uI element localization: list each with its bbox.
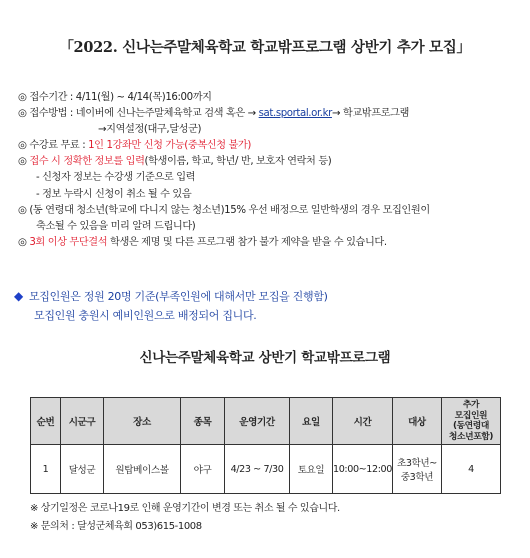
header-time: 시간 bbox=[333, 398, 393, 445]
absence-suffix: 학생은 제명 및 다른 프로그램 참가 불가 제약을 받을 수 있습니다. bbox=[107, 236, 387, 248]
header-place: 장소 bbox=[104, 398, 181, 445]
accurate-warning: 접수 시 정확한 정보를 입력 bbox=[29, 156, 145, 168]
header-period: 운영기간 bbox=[225, 398, 290, 445]
table-row bbox=[31, 445, 501, 494]
recruit-info bbox=[14, 287, 328, 325]
sportal-link[interactable]: sat.sportal.or.kr bbox=[258, 108, 332, 120]
absence-prefix: ◎ bbox=[18, 236, 30, 248]
header-no: 순번 bbox=[31, 398, 61, 445]
accurate-info-note bbox=[18, 154, 518, 170]
footer-note-1: ※ 상기일정은 코로나19로 인해 운영기간이 변경 또는 취소 될 수 있습니다. bbox=[30, 503, 340, 514]
period-note: ◎ 접수기간 : 4/11(월) ~ 4/14(목)16:00까지 bbox=[18, 92, 212, 103]
header-extra-3: (동연령대 bbox=[452, 421, 489, 431]
notice-list bbox=[18, 90, 518, 251]
accurate-suffix: (학생이름, 학교, 학년/ 반, 보호자 연락처 등) bbox=[144, 156, 332, 168]
accurate-sub-note-1: - 신청자 정보는 수강생 기준으로 입력 bbox=[36, 172, 196, 184]
absence-note bbox=[18, 235, 518, 251]
header-extra-4: 청소년포함) bbox=[448, 431, 494, 442]
method-note-line2: →지역설정(대구,달성군) bbox=[98, 124, 202, 136]
cell-time: 10:00~12:00 bbox=[333, 445, 393, 494]
header-extra-2: 모집인원 bbox=[454, 410, 488, 421]
cell-period: 4/23 ~ 7/30 bbox=[225, 445, 290, 494]
header-extra-recruit bbox=[441, 398, 500, 445]
accurate-prefix: ◎ bbox=[18, 156, 30, 168]
cell-target-line-1: 초3학년~ bbox=[396, 458, 437, 469]
youth-priority-note-line2: 축소될 수 있음을 미리 알려 드립니다) bbox=[36, 220, 196, 232]
absence-warning: 3회 이상 무단결석 bbox=[29, 236, 108, 248]
fee-warning: 1인 1강좌만 신청 가능(중복신청 불가) bbox=[88, 140, 251, 152]
cell-target-line-2: 중3학년 bbox=[400, 472, 434, 483]
recruit-line-1 bbox=[14, 287, 328, 306]
method-prefix: ◎ 접수방법 : 네이버에 신나는주말체육학교 검색 혹은 → bbox=[18, 108, 259, 120]
footer-note-2: ※ 문의처 : 달성군체육회 053)615-1008 bbox=[30, 521, 202, 532]
diamond-icon: ◆ bbox=[14, 289, 23, 303]
program-table bbox=[30, 397, 501, 494]
accurate-sub-note-2: - 정보 누락시 신청이 취소 될 수 있음 bbox=[36, 188, 192, 200]
header-extra-1: 추가 bbox=[462, 400, 480, 410]
cell-place: 원탑베이스볼 bbox=[104, 445, 181, 494]
footer-notes bbox=[30, 500, 340, 536]
header-target: 대상 bbox=[392, 398, 441, 445]
cell-target bbox=[392, 445, 441, 494]
fee-note bbox=[18, 138, 518, 154]
page-title: 「2022. 신나는주말체육학교 학교밖프로그램 상반기 추가 모집」 bbox=[59, 39, 471, 56]
cell-no: 1 bbox=[31, 445, 61, 494]
program-title: 신나는주말체육학교 상반기 학교밖프로그램 bbox=[139, 350, 391, 366]
method-note bbox=[18, 106, 518, 122]
cell-sport: 야구 bbox=[181, 445, 225, 494]
cell-day: 토요일 bbox=[290, 445, 333, 494]
header-day: 요일 bbox=[290, 398, 333, 445]
recruit-text-1: 모집인원은 정원 20명 기준(부족인원에 대해서만 모집을 진행함) bbox=[28, 290, 328, 303]
cell-extra: 4 bbox=[441, 445, 500, 494]
header-region: 시군구 bbox=[61, 398, 104, 445]
youth-priority-note: ◎ (동 연령대 청소년(학교에 다니지 않는 청소년)15% 우선 배정으로 일반학생의 경우 모집인원이 bbox=[18, 204, 430, 216]
recruit-line-2: 모집인원 충원시 예비인원으로 배정되어 집니다. bbox=[34, 309, 257, 322]
header-sport: 종목 bbox=[181, 398, 225, 445]
table-header-row bbox=[31, 398, 501, 445]
method-suffix: → 학교밖프로그램 bbox=[331, 108, 409, 120]
cell-region: 달성군 bbox=[61, 445, 104, 494]
fee-prefix: ◎ 수강료 무료 : bbox=[18, 140, 89, 152]
